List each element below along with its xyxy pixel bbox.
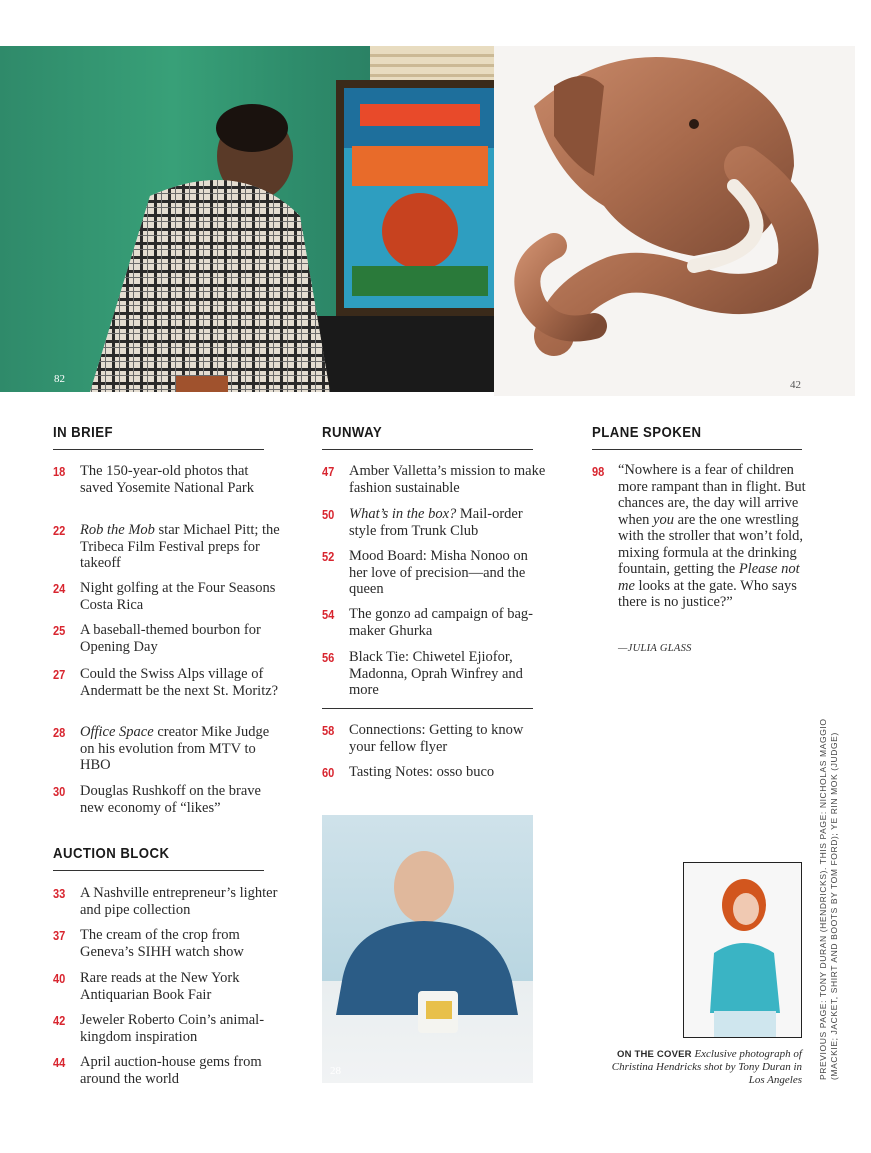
- toc-entry-italic: Rob the Mob: [80, 522, 155, 538]
- section-rule: [53, 870, 264, 871]
- toc-page-number: 30: [53, 784, 66, 799]
- photo-page-number: 28: [330, 1065, 341, 1077]
- man-pinball-illustration: [0, 46, 494, 392]
- toc-entry-text: Amber Valletta’s mission to make fashion sustainable: [349, 463, 546, 496]
- cover-label: ON THE COVER: [616, 1049, 692, 1060]
- section-title-auction-block: AUCTION BLOCK: [53, 845, 170, 862]
- toc-entry-text: Jeweler Roberto Coin’s animal-kingdom inspiration: [80, 1012, 265, 1045]
- quote-part: are the one wrestling with the stroller that won’t fold, mixing formula at the drinking fountain, getting the: [618, 511, 803, 577]
- toc-page-number: 24: [53, 581, 66, 596]
- toc-page-number: 37: [53, 928, 66, 943]
- toc-page-number: 60: [322, 765, 335, 780]
- quote-credit: —JULIA GLASS: [618, 643, 692, 654]
- photo-man-pinball: [0, 46, 494, 392]
- toc-page-number: 40: [53, 971, 66, 986]
- cover-caption-text: Exclusive photograph of Christina Hendricks shot by Tony Duran in Los Angeles: [611, 1048, 802, 1086]
- toc-entry-rest: star Michael Pitt; the Tribeca Film Festival preps for takeoff: [80, 522, 280, 571]
- quote-emphasis: you: [653, 511, 674, 528]
- toc-page-number: 54: [322, 607, 335, 622]
- photo-mike-judge: [322, 815, 533, 1083]
- photo-page-number: 82: [54, 373, 65, 385]
- toc-entry-rest: creator Mike Judge on his evolution from MTV to HBO: [80, 724, 270, 773]
- toc-entry-text: Black Tie: Chiwetel Ejiofor, Madonna, Oprah Winfrey and more: [349, 649, 523, 698]
- section-title-in-brief: IN BRIEF: [53, 424, 113, 441]
- photo-credits-vertical: PREVIOUS PAGE: TONY DURAN (HENDRICKS). THIS PAGE: NICHOLAS MAGGIO (MACKIE; JACKET, SHIRT AND BOOTS BY TOM FORD); YE RIN MOK (JUDGE): [818, 718, 839, 1080]
- toc-entry-text: The cream of the crop from Geneva’s SIHH watch show: [80, 927, 244, 960]
- section-rule: [592, 449, 802, 450]
- mike-judge-illustration: [322, 815, 533, 1083]
- quote-part: “Nowhere is a fear of children more rampant than in flight. But chances are, the day will arrive when: [618, 462, 806, 528]
- cover-model-illustration: [684, 863, 801, 1037]
- elephant-bracelet-illustration: [494, 46, 855, 396]
- toc-page-number: 28: [53, 725, 66, 740]
- cover-caption: [600, 1048, 802, 1087]
- toc-entry-text: Night golfing at the Four Seasons Costa Rica: [80, 580, 276, 613]
- toc-entry-text: Douglas Rushkoff on the brave new economy of “likes”: [80, 783, 261, 816]
- toc-entry-text: [80, 522, 280, 572]
- toc-entry-text: [349, 506, 549, 539]
- plane-spoken-quote: [618, 462, 806, 611]
- photo-elephant-bracelet: [494, 46, 855, 396]
- toc-entry-italic: What’s in the box?: [349, 506, 457, 522]
- toc-page-number: 58: [322, 723, 335, 738]
- section-rule: [53, 449, 264, 450]
- toc-entry-text: Connections: Getting to know your fellow flyer: [349, 722, 524, 755]
- toc-entry-text: Mood Board: Misha Nonoo on her love of precision—and the queen: [349, 548, 528, 597]
- toc-page-number: 22: [53, 523, 66, 538]
- toc-entry-text: April auction-house gems from around the world: [80, 1054, 262, 1087]
- toc-page-number: 18: [53, 464, 66, 479]
- toc-entry-text: [80, 724, 280, 774]
- toc-page-number: 42: [53, 1013, 66, 1028]
- toc-entry-text: Rare reads at the New York Antiquarian Book Fair: [80, 970, 240, 1003]
- quote-part: looks at the gate. Who says there is no justice?”: [618, 577, 797, 610]
- toc-entry-text: A baseball-themed bourbon for Opening Day: [80, 622, 261, 655]
- toc-page-number: 47: [322, 464, 335, 479]
- toc-entry-text: Tasting Notes: osso buco: [349, 764, 495, 780]
- quote-emphasis: Please not me: [618, 561, 800, 594]
- toc-entry-italic: Office Space: [80, 724, 154, 740]
- section-title-plane-spoken: PLANE SPOKEN: [592, 424, 702, 441]
- section-rule: [322, 708, 533, 709]
- toc-entry-text: The 150-year-old photos that saved Yosemite National Park: [80, 463, 254, 496]
- toc-entry-text: A Nashville entrepreneur’s lighter and pipe collection: [80, 885, 278, 918]
- toc-page-number: 52: [322, 549, 335, 564]
- photo-page-number: 42: [790, 379, 801, 391]
- section-title-runway: RUNWAY: [322, 424, 383, 441]
- toc-page-number: 25: [53, 623, 66, 638]
- toc-page-number: 27: [53, 667, 66, 682]
- toc-page-number: 56: [322, 650, 335, 665]
- toc-entry-text: The gonzo ad campaign of bag-maker Ghurka: [349, 606, 533, 639]
- toc-entry-rest: Mail-order style from Trunk Club: [349, 506, 523, 539]
- toc-page-number: 98: [592, 464, 605, 479]
- toc-page-number: 50: [322, 507, 335, 522]
- toc-page-number: 44: [53, 1055, 66, 1070]
- toc-entry-text: Could the Swiss Alps village of Andermatt be the next St. Moritz?: [80, 666, 279, 699]
- photo-cover-hendricks: [683, 862, 802, 1038]
- section-rule: [322, 449, 533, 450]
- toc-page-number: 33: [53, 886, 66, 901]
